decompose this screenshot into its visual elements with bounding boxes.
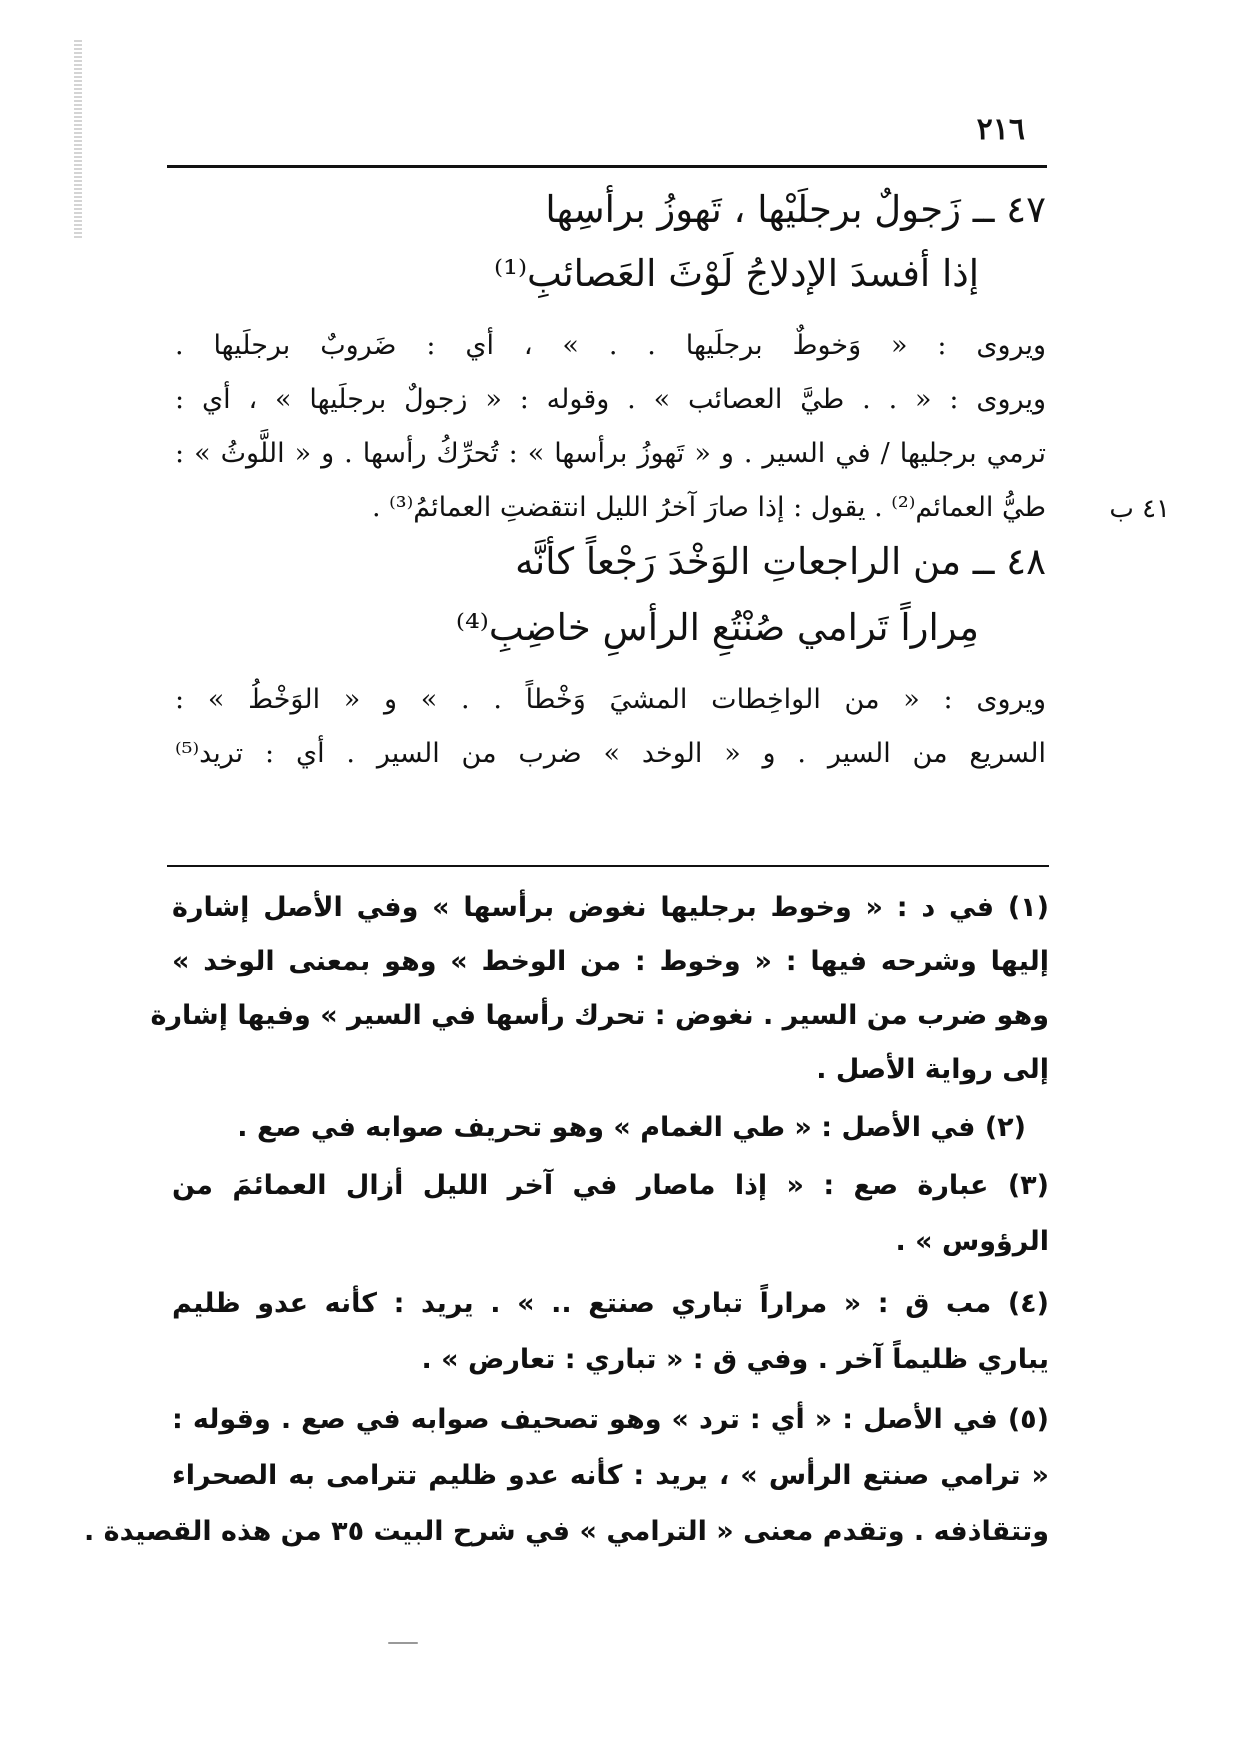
- footnote-line: (١) في د : « وخوط برجليها نغوض برأسها » وفي الأصل إشارة: [172, 892, 1049, 923]
- verse-47-second-hemistich: إذا أفسدَ الإدلاجُ لَوْثَ العَصائبِ⁽¹⁾: [494, 252, 979, 295]
- verse-47-first-hemistich: ٤٧ ــ زَجولٌ برجلَيْها ، تَهوزُ برأسِها: [545, 188, 1046, 231]
- stray-mark: [388, 1642, 418, 1644]
- verse-48-first-hemistich: ٤٨ ــ من الراجعاتِ الوَخْدَ رَجْعاً كأنَّه: [515, 540, 1046, 583]
- commentary-line: طيُّ العمائم⁽²⁾ . يقول : إذا صارَ آخرُ الليل انتقضتِ العمائمُ⁽³⁾ .: [371, 492, 1046, 523]
- footnote-line: وتتقاذفه . وتقدم معنى « الترامي » في شرح البيت ٣٥ من هذه القصيدة .: [83, 1516, 1049, 1547]
- footnote-line: الرؤوس » .: [895, 1226, 1049, 1257]
- margin-folio-note: ٤١ ب: [1109, 494, 1170, 524]
- scan-edge-artifact: [74, 40, 82, 240]
- commentary-line: ترمي برجليها / في السير . و « تَهوزُ برأسها » : تُحرِّكُ رأسها . و « اللَّوثُ » :: [175, 438, 1046, 469]
- commentary-line: ويروى : « وَخوطٌ برجلَيها . . » ، أي : ضَروبٌ برجلَيها .: [175, 330, 1046, 361]
- footnote-line: (٢) في الأصل : « طي الغمام » وهو تحريف صوابه في صع .: [237, 1112, 1026, 1143]
- page-number: ٢١٦: [976, 112, 1025, 147]
- commentary-line: ويروى : « . . طيَّ العصائب » . وقوله : « زجولٌ برجلَيها » ، أي :: [175, 384, 1046, 415]
- footnote-line: (٤) مب ق : « مراراً تباري صنتع .. » . يريد : كأنه عدو ظليم: [172, 1288, 1049, 1319]
- commentary-line: ويروى : « من الواخِطات المشيَ وَخْطاً . . » و « الوَخْطُ » :: [175, 684, 1046, 715]
- footnote-line: (٥) في الأصل : « أي : ترد » وهو تصحيف صوابه في صع . وقوله :: [172, 1404, 1049, 1435]
- footnote-line: يباري ظليماً آخر . وفي ق : « تباري : تعارض » .: [421, 1344, 1049, 1375]
- footnote-line: « ترامي صنتع الرأس » ، يريد : كأنه عدو ظليم تترامى به الصحراء: [172, 1460, 1049, 1491]
- footnote-line: إليها وشرحه فيها : « وخوط : من الوخط » وهو بمعنى الوخد »: [172, 946, 1049, 977]
- footnote-line: وهو ضرب من السير . نغوض : تحرك رأسها في السير » وفيها إشارة: [150, 1000, 1049, 1031]
- verse-48-second-hemistich: مِراراً تَرامي صُنْتُعِ الرأسِ خاضِبِ⁽⁴⁾: [455, 606, 979, 649]
- footnote-line: إلى رواية الأصل .: [816, 1054, 1049, 1085]
- footnote-rule: [167, 865, 1049, 867]
- header-rule: [167, 165, 1047, 168]
- commentary-line: السريع من السير . و « الوخد » ضرب من السير . أي : تريد⁽⁵⁾: [175, 738, 1046, 769]
- footnote-line: (٣) عبارة صع : « إذا ماصار في آخر الليل أزال العمائمَ من: [172, 1170, 1049, 1201]
